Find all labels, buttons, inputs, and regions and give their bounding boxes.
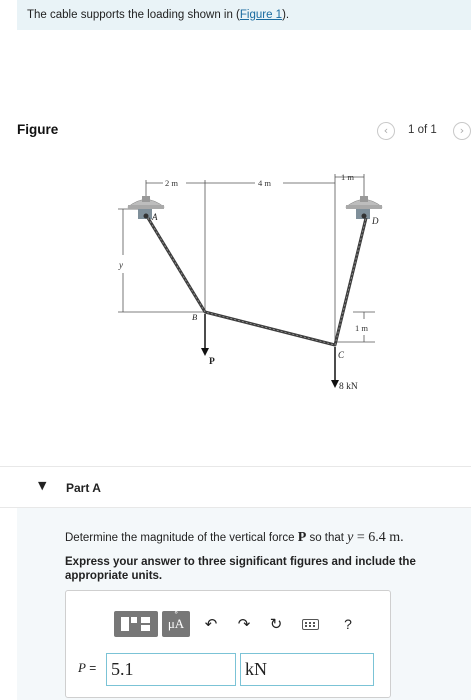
help-button[interactable]: ?	[344, 616, 352, 632]
triangle-down-icon[interactable]: ▼	[38, 479, 47, 492]
point-label-c: C	[338, 350, 345, 360]
answer-box	[65, 590, 391, 698]
figure-heading: Figure	[17, 122, 59, 137]
force-label-c: 8 kN	[339, 382, 358, 392]
part-a-header[interactable]	[0, 466, 471, 508]
dim-label-2m: 2 m	[165, 178, 178, 188]
dim-label-1m-top: 1 m	[341, 172, 354, 182]
answer-label-eq: =	[85, 661, 97, 675]
question-force: P	[297, 530, 307, 545]
arrowhead-icon	[331, 380, 339, 388]
dim-label-4m: 4 m	[258, 178, 271, 188]
units-input[interactable]: kN	[240, 653, 374, 686]
cable	[148, 218, 366, 345]
question-mid: so that	[306, 532, 348, 544]
problem-text-end: ).	[282, 9, 290, 21]
question-text	[65, 530, 404, 546]
question-eq: = 6.4 m.	[353, 530, 404, 545]
units-button[interactable]: ˚ μA	[162, 611, 190, 637]
value-input[interactable]: 5.1	[106, 653, 236, 686]
part-a-body	[17, 508, 471, 700]
figure-link[interactable]: Figure 1	[239, 9, 283, 21]
figure-counter: 1 of 1	[408, 124, 437, 136]
force-label-p: P	[209, 357, 215, 367]
point-label-d: D	[372, 216, 379, 226]
point-label-b: B	[192, 312, 198, 322]
answer-label	[78, 660, 96, 676]
answer-label-var: P	[78, 660, 86, 675]
templates-button[interactable]	[114, 611, 158, 637]
chevron-right-icon[interactable]: ›	[453, 122, 471, 140]
undo-icon[interactable]: ↶	[204, 615, 218, 633]
point-label-a: A	[152, 212, 158, 222]
redo-icon[interactable]: ↷	[237, 615, 251, 633]
problem-text: The cable supports the loading shown in (	[27, 9, 240, 21]
instruction-text: Express your answer to three significant figures and include the appropriate units.	[65, 556, 416, 582]
dim-label-y: y	[119, 260, 123, 270]
keyboard-icon[interactable]	[300, 613, 320, 635]
part-title: Part A	[66, 481, 101, 495]
question-pre: Determine the magnitude of the vertical force	[65, 532, 298, 544]
arrowhead-icon	[201, 348, 209, 356]
reset-icon[interactable]: ↻	[269, 615, 283, 633]
dim-label-1m-right: 1 m	[355, 323, 368, 333]
question-var: y	[347, 530, 354, 545]
support-a	[128, 196, 164, 219]
chevron-left-icon[interactable]: ‹	[377, 122, 395, 140]
